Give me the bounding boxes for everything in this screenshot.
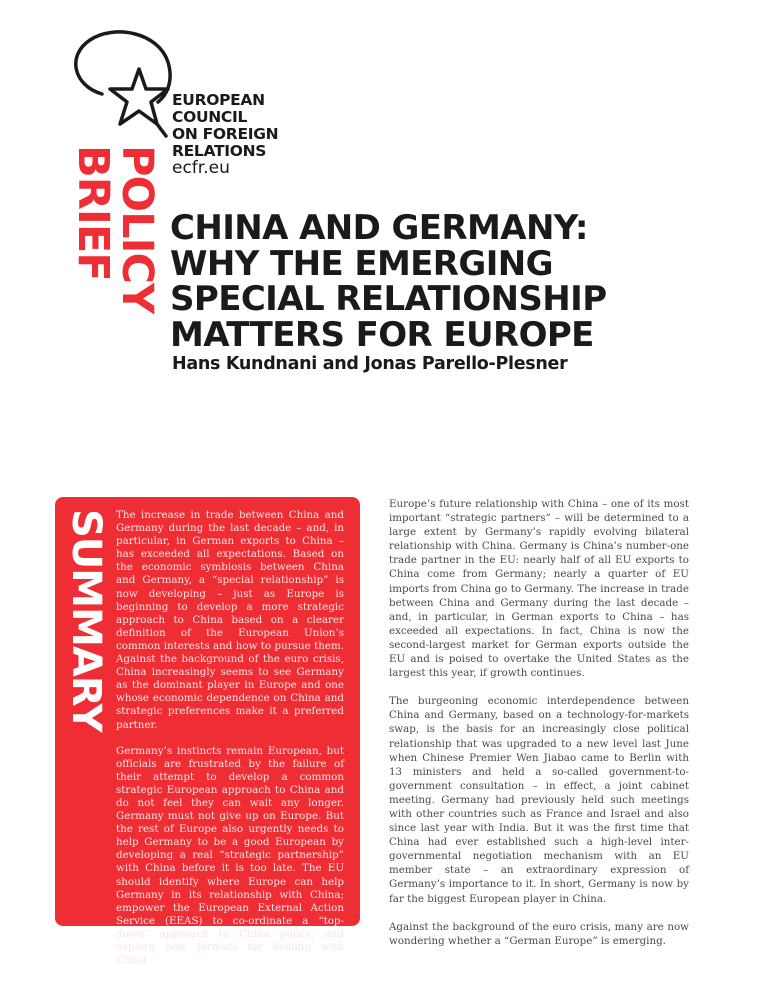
title-line: SPECIAL RELATIONSHIP — [170, 279, 607, 320]
title-line: CHINA AND GERMANY: — [170, 208, 588, 248]
organization-name — [172, 92, 278, 177]
ecfr-logo-icon — [62, 26, 182, 138]
title-line: WHY THE EMERGING — [170, 243, 553, 284]
summary-paragraph: Germany’s instincts remain European, but officials are frustrated by the failure of their attempt to develop a common strategic European approach to China and do not feel they can wait any longer. Germany must not give up on Europe. But the rest of Europe also urgently needs to help Germany to be a good European by developing a real “strategic partnership” with China before it is too late. The EU should identify where Europe can help Germany in its relationship with China; empower the European External Action Service (EEAS) to co-ordinate a “top-down” approach to China policy; and explore new formats for dealing with China. — [116, 744, 344, 967]
document-title — [170, 208, 607, 356]
title-line: MATTERS FOR EUROPE — [170, 315, 594, 356]
org-name-line: COUNCIL — [172, 108, 248, 126]
summary-box — [55, 497, 360, 967]
org-name-line: RELATIONS — [172, 142, 267, 160]
body-paragraph: Against the background of the euro crisis, many are now wondering whether a “German Europe” is emerging. — [389, 920, 689, 947]
body-paragraph: Europe’s future relationship with China – one of its most important “strategic partners” – will be determined to a large extent by Germany’s rapidly evolving bilateral relationship with China. Germany is China’s number-one trade partner in the EU: nearly half of all EU exports to China come from Germany; nearly a quarter of EU imports from China go to Germany. The increase in trade between China and Germany during the last decade – and, in particular, in German exports to China – has exceeded all expectations. In fact, China is now the second-largest market for German exports outside the EU and is poised to overtake the United States as the largest this year, if growth continues. — [389, 498, 689, 680]
body-column — [389, 497, 689, 948]
authors: Hans Kundnani and Jonas Parello-Plesner — [172, 354, 568, 374]
summary-label-text: SUMMARY — [63, 509, 109, 732]
doc-type-line-policy: POLICY — [112, 145, 162, 314]
org-name-line: EUROPEAN — [172, 91, 265, 109]
document-type-label — [64, 145, 162, 314]
org-url: ecfr.eu — [172, 158, 230, 178]
summary-paragraph: The increase in trade between China and Germany during the last decade – and, in particular, in German exports to China – has exceeded all expectations. Based on the economic symbiosis between China and Germany, a “special relationship” is now developing – just as Europe is beginning to develop a more strategic approach to China based on a clearer definition of the European Union’s common interests and how to pursue them. Against the background of the euro crisis, China increasingly seems to see Germany as the dominant player in Europe and one whose economic dependence on China and strategic preferences make it a preferred partner. — [116, 509, 344, 731]
body-paragraph: The burgeoning economic interdependence between China and Germany, based on a technology-for-markets swap, is the basis for an increasingly close political relationship that was upgraded to a new level last June when Chinese Premier Wen Jiabao came to Berlin with 13 ministers and held a so-called government-to-government consultation – in effect, a joint cabinet meeting. Germany had previously held such meetings with other countries such as France and Israel and also since last year with India. But it was the first time that China had ever established such a high-level inter-governmental negotiation mechanism with an EU member state – an extraordinary expression of Germany’s importance to it. In short, Germany is now by far the biggest European player in China. — [389, 695, 689, 905]
org-name-line: ON FOREIGN — [172, 125, 279, 143]
doc-type-line-brief: BRIEF — [68, 145, 118, 281]
summary-text — [116, 509, 344, 967]
summary-label — [63, 509, 109, 732]
